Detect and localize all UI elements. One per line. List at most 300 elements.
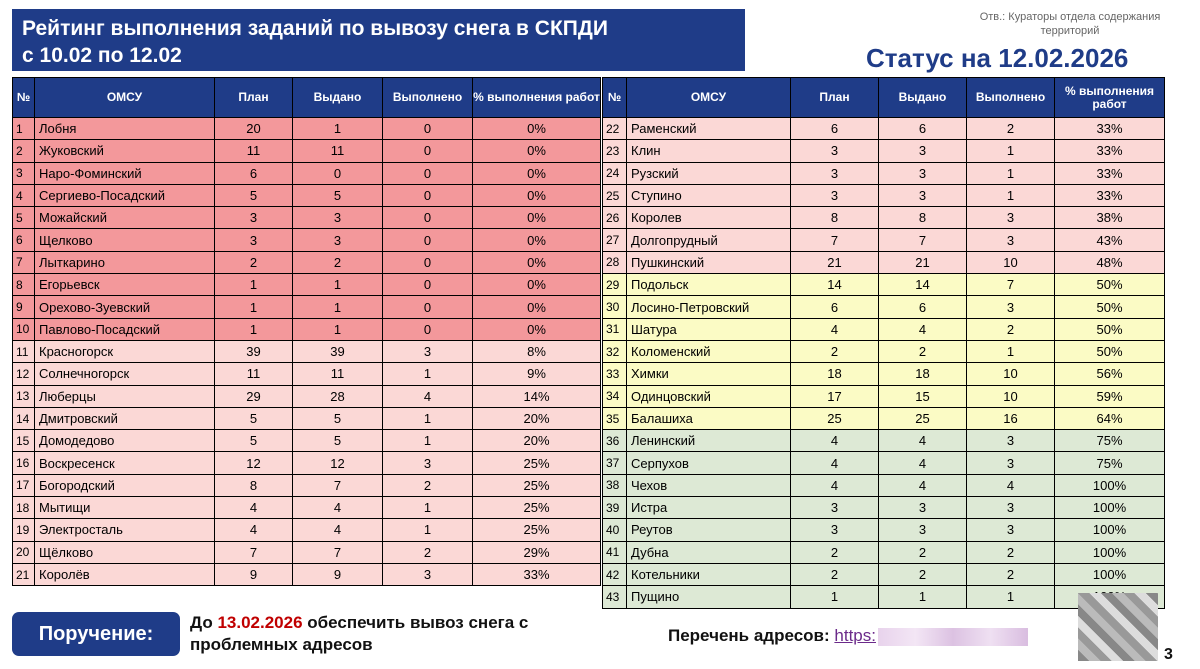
row-number: 28 (603, 251, 627, 273)
percent-value: 50% (1055, 296, 1165, 318)
done-value: 0 (383, 229, 473, 251)
done-value: 1 (383, 363, 473, 385)
row-number: 5 (13, 207, 35, 229)
omsu-name: Щелково (35, 229, 215, 251)
issued-value: 3 (879, 140, 967, 162)
table-row (13, 340, 601, 362)
done-value: 1 (967, 340, 1055, 362)
omsu-name: Орехово-Зуевский (35, 296, 215, 318)
table-row (13, 519, 601, 541)
plan-value: 6 (791, 296, 879, 318)
done-value: 3 (967, 229, 1055, 251)
percent-value: 29% (473, 541, 601, 563)
row-number: 32 (603, 340, 627, 362)
omsu-name: Серпухов (627, 452, 791, 474)
omsu-name: Мытищи (35, 497, 215, 519)
omsu-name: Раменский (627, 118, 791, 140)
done-value: 1 (967, 162, 1055, 184)
done-value: 2 (967, 118, 1055, 140)
blurred-link-text (878, 628, 1028, 646)
table-row (13, 430, 601, 452)
table-row (13, 251, 601, 273)
row-number: 21 (13, 563, 35, 585)
issued-value: 15 (879, 385, 967, 407)
omsu-name: Воскресенск (35, 452, 215, 474)
percent-value: 0% (473, 251, 601, 273)
omsu-name: Коломенский (627, 340, 791, 362)
percent-value: 25% (473, 497, 601, 519)
address-label: Перечень адресов: (668, 626, 835, 645)
address-list (668, 626, 1028, 646)
table-row (603, 162, 1165, 184)
table-row (603, 474, 1165, 496)
row-number: 31 (603, 318, 627, 340)
plan-value: 3 (215, 229, 293, 251)
done-value: 0 (383, 118, 473, 140)
percent-value: 59% (1055, 385, 1165, 407)
plan-value: 2 (791, 541, 879, 563)
col-header-omsu: ОМСУ (35, 78, 215, 118)
omsu-name: Подольск (627, 274, 791, 296)
table-row (603, 452, 1165, 474)
percent-value: 20% (473, 430, 601, 452)
percent-value: 75% (1055, 430, 1165, 452)
omsu-name: Жуковский (35, 140, 215, 162)
percent-value: 100% (1055, 474, 1165, 496)
issued-value: 3 (293, 229, 383, 251)
percent-value: 100% (1055, 497, 1165, 519)
col-header-num: № (603, 78, 627, 118)
row-number: 30 (603, 296, 627, 318)
table-row (603, 140, 1165, 162)
plan-value: 4 (791, 474, 879, 496)
table-row (603, 541, 1165, 563)
percent-value: 0% (473, 207, 601, 229)
done-value: 3 (967, 430, 1055, 452)
plan-value: 5 (215, 430, 293, 452)
percent-value: 100% (1055, 541, 1165, 563)
issued-value: 3 (879, 519, 967, 541)
plan-value: 5 (215, 407, 293, 429)
rating-table-right (602, 77, 1165, 609)
omsu-name: Королев (627, 207, 791, 229)
plan-value: 3 (791, 497, 879, 519)
issued-value: 1 (293, 318, 383, 340)
row-number: 33 (603, 363, 627, 385)
plan-value: 9 (215, 563, 293, 585)
table-row (13, 140, 601, 162)
omsu-name: Электросталь (35, 519, 215, 541)
table-row (13, 296, 601, 318)
table-row (603, 497, 1165, 519)
percent-value: 33% (1055, 162, 1165, 184)
row-number: 16 (13, 452, 35, 474)
done-value: 16 (967, 407, 1055, 429)
omsu-name: Лыткарино (35, 251, 215, 273)
row-number: 10 (13, 318, 35, 340)
order-text (190, 612, 610, 656)
omsu-name: Реутов (627, 519, 791, 541)
percent-value: 0% (473, 274, 601, 296)
table-row (603, 207, 1165, 229)
plan-value: 25 (791, 407, 879, 429)
title-banner (12, 9, 745, 71)
omsu-name: Королёв (35, 563, 215, 585)
row-number: 2 (13, 140, 35, 162)
row-number: 15 (13, 430, 35, 452)
row-number: 12 (13, 363, 35, 385)
plan-value: 4 (791, 452, 879, 474)
percent-value: 100% (1055, 519, 1165, 541)
plan-value: 3 (791, 519, 879, 541)
issued-value: 1 (293, 296, 383, 318)
issued-value: 4 (879, 452, 967, 474)
row-number: 17 (13, 474, 35, 496)
issued-value: 18 (879, 363, 967, 385)
plan-value: 1 (215, 318, 293, 340)
row-number: 37 (603, 452, 627, 474)
done-value: 3 (967, 207, 1055, 229)
row-number: 25 (603, 184, 627, 206)
col-header-issued: Выдано (879, 78, 967, 118)
issued-value: 5 (293, 184, 383, 206)
table-row (603, 340, 1165, 362)
omsu-name: Лобня (35, 118, 215, 140)
done-value: 0 (383, 274, 473, 296)
table-header-row (603, 78, 1165, 118)
percent-value: 100% (1055, 563, 1165, 585)
table-row (603, 407, 1165, 429)
plan-value: 2 (215, 251, 293, 273)
table-row (603, 385, 1165, 407)
omsu-name: Павлово-Посадский (35, 318, 215, 340)
row-number: 9 (13, 296, 35, 318)
issued-value: 2 (879, 541, 967, 563)
done-value: 3 (383, 563, 473, 585)
page-number: 3 (1164, 646, 1173, 663)
percent-value: 25% (473, 452, 601, 474)
percent-value: 38% (1055, 207, 1165, 229)
done-value: 3 (967, 452, 1055, 474)
omsu-name: Рузский (627, 162, 791, 184)
table-row (603, 519, 1165, 541)
col-header-plan: План (791, 78, 879, 118)
omsu-name: Лосино-Петровский (627, 296, 791, 318)
row-number: 6 (13, 229, 35, 251)
omsu-name: Чехов (627, 474, 791, 496)
table-row (603, 318, 1165, 340)
issued-value: 6 (879, 118, 967, 140)
done-value: 2 (967, 541, 1055, 563)
table-row (603, 296, 1165, 318)
responsible-note: Отв.: Кураторы отдела содержания территорий (979, 11, 1161, 37)
percent-value: 56% (1055, 363, 1165, 385)
done-value: 0 (383, 184, 473, 206)
issued-value: 6 (879, 296, 967, 318)
col-header-done: Выполнено (967, 78, 1055, 118)
percent-value: 8% (473, 340, 601, 362)
issued-value: 7 (879, 229, 967, 251)
done-value: 2 (967, 318, 1055, 340)
omsu-name: Красногорск (35, 340, 215, 362)
issued-value: 14 (879, 274, 967, 296)
issued-value: 1 (879, 586, 967, 608)
row-number: 22 (603, 118, 627, 140)
row-number: 43 (603, 586, 627, 608)
done-value: 0 (383, 251, 473, 273)
qr-code-image (1078, 593, 1158, 661)
omsu-name: Наро-Фоминский (35, 162, 215, 184)
omsu-name: Истра (627, 497, 791, 519)
row-number: 35 (603, 407, 627, 429)
plan-value: 6 (791, 118, 879, 140)
issued-value: 3 (879, 497, 967, 519)
row-number: 41 (603, 541, 627, 563)
row-number: 13 (13, 385, 35, 407)
done-value: 1 (383, 519, 473, 541)
done-value: 1 (383, 497, 473, 519)
done-value: 4 (967, 474, 1055, 496)
row-number: 18 (13, 497, 35, 519)
done-value: 10 (967, 363, 1055, 385)
table-row (13, 407, 601, 429)
row-number: 7 (13, 251, 35, 273)
row-number: 38 (603, 474, 627, 496)
plan-value: 3 (791, 162, 879, 184)
done-value: 10 (967, 251, 1055, 273)
issued-value: 4 (879, 318, 967, 340)
done-value: 1 (383, 407, 473, 429)
done-value: 3 (383, 340, 473, 362)
omsu-name: Одинцовский (627, 385, 791, 407)
omsu-name: Егорьевск (35, 274, 215, 296)
row-number: 8 (13, 274, 35, 296)
omsu-name: Котельники (627, 563, 791, 585)
percent-value: 50% (1055, 318, 1165, 340)
table-row (13, 563, 601, 585)
issued-value: 4 (293, 519, 383, 541)
percent-value: 33% (1055, 140, 1165, 162)
done-value: 1 (967, 184, 1055, 206)
done-value: 3 (967, 296, 1055, 318)
done-value: 2 (383, 541, 473, 563)
table-row (13, 229, 601, 251)
order-suffix: обеспечить вывоз снега с проблемных адресов (190, 613, 529, 654)
issued-value: 25 (879, 407, 967, 429)
plan-value: 11 (215, 363, 293, 385)
omsu-name: Пушкинский (627, 251, 791, 273)
percent-value: 50% (1055, 274, 1165, 296)
table-row (13, 274, 601, 296)
row-number: 11 (13, 340, 35, 362)
done-value: 1 (967, 140, 1055, 162)
omsu-name: Клин (627, 140, 791, 162)
table-row (13, 497, 601, 519)
table-row (13, 184, 601, 206)
omsu-name: Богородский (35, 474, 215, 496)
table-row (13, 541, 601, 563)
plan-value: 4 (215, 519, 293, 541)
order-prefix: До (190, 613, 218, 632)
percent-value: 48% (1055, 251, 1165, 273)
table-row (603, 251, 1165, 273)
issued-value: 7 (293, 541, 383, 563)
issued-value: 2 (293, 251, 383, 273)
issued-value: 5 (293, 430, 383, 452)
done-value: 3 (967, 519, 1055, 541)
row-number: 40 (603, 519, 627, 541)
row-number: 20 (13, 541, 35, 563)
done-value: 0 (383, 162, 473, 184)
row-number: 39 (603, 497, 627, 519)
row-number: 27 (603, 229, 627, 251)
issued-value: 4 (879, 474, 967, 496)
percent-value: 33% (1055, 118, 1165, 140)
omsu-name: Дубна (627, 541, 791, 563)
issued-value: 8 (879, 207, 967, 229)
omsu-name: Солнечногорск (35, 363, 215, 385)
plan-value: 4 (791, 430, 879, 452)
percent-value: 33% (1055, 184, 1165, 206)
row-number: 24 (603, 162, 627, 184)
address-link[interactable]: https: (834, 626, 876, 645)
percent-value: 0% (473, 162, 601, 184)
percent-value: 0% (473, 229, 601, 251)
table-row (603, 363, 1165, 385)
issued-value: 1 (293, 118, 383, 140)
percent-value: 0% (473, 296, 601, 318)
table-row (13, 452, 601, 474)
plan-value: 11 (215, 140, 293, 162)
done-value: 4 (383, 385, 473, 407)
percent-value: 0% (473, 184, 601, 206)
omsu-name: Щёлково (35, 541, 215, 563)
col-header-issued: Выдано (293, 78, 383, 118)
plan-value: 1 (791, 586, 879, 608)
issued-value: 2 (879, 563, 967, 585)
col-header-omsu: ОМСУ (627, 78, 791, 118)
table-row (13, 385, 601, 407)
row-number: 19 (13, 519, 35, 541)
plan-value: 17 (791, 385, 879, 407)
table-row (13, 207, 601, 229)
done-value: 1 (967, 586, 1055, 608)
table-row (13, 162, 601, 184)
plan-value: 3 (791, 184, 879, 206)
done-value: 0 (383, 296, 473, 318)
table-row (603, 274, 1165, 296)
title-line-1: Рейтинг выполнения заданий по вывозу снега в СКПДИ (22, 17, 608, 40)
plan-value: 7 (215, 541, 293, 563)
done-value: 2 (967, 563, 1055, 585)
order-label: Поручение: (12, 612, 180, 656)
plan-value: 14 (791, 274, 879, 296)
col-header-plan: План (215, 78, 293, 118)
plan-value: 8 (215, 474, 293, 496)
plan-value: 4 (791, 318, 879, 340)
issued-value: 0 (293, 162, 383, 184)
percent-value: 9% (473, 363, 601, 385)
percent-value: 0% (473, 140, 601, 162)
issued-value: 4 (879, 430, 967, 452)
row-number: 42 (603, 563, 627, 585)
row-number: 3 (13, 162, 35, 184)
plan-value: 2 (791, 340, 879, 362)
plan-value: 4 (215, 497, 293, 519)
col-header-percent: % выполнения работ (473, 78, 601, 118)
row-number: 29 (603, 274, 627, 296)
done-value: 2 (383, 474, 473, 496)
status-date: Статус на 12.02.2026 (866, 43, 1129, 73)
row-number: 36 (603, 430, 627, 452)
issued-value: 11 (293, 363, 383, 385)
table-row (603, 430, 1165, 452)
table-row (603, 184, 1165, 206)
plan-value: 2 (791, 563, 879, 585)
omsu-name: Химки (627, 363, 791, 385)
plan-value: 8 (791, 207, 879, 229)
col-header-percent: % выполнения работ (1055, 78, 1165, 118)
table-row (13, 363, 601, 385)
percent-value: 64% (1055, 407, 1165, 429)
done-value: 0 (383, 207, 473, 229)
row-number: 4 (13, 184, 35, 206)
plan-value: 1 (215, 296, 293, 318)
percent-value: 25% (473, 474, 601, 496)
order-date: 13.02.2026 (217, 613, 303, 632)
omsu-name: Сергиево-Посадский (35, 184, 215, 206)
rating-table-left (12, 77, 601, 586)
done-value: 0 (383, 318, 473, 340)
done-value: 10 (967, 385, 1055, 407)
done-value: 1 (383, 430, 473, 452)
row-number: 23 (603, 140, 627, 162)
table-row (13, 118, 601, 140)
issued-value: 12 (293, 452, 383, 474)
table-row (13, 474, 601, 496)
issued-value: 4 (293, 497, 383, 519)
percent-value: 50% (1055, 340, 1165, 362)
table-row (603, 563, 1165, 585)
row-number: 1 (13, 118, 35, 140)
percent-value: 14% (473, 385, 601, 407)
omsu-name: Шатура (627, 318, 791, 340)
plan-value: 6 (215, 162, 293, 184)
issued-value: 11 (293, 140, 383, 162)
issued-value: 5 (293, 407, 383, 429)
percent-value: 25% (473, 519, 601, 541)
issued-value: 28 (293, 385, 383, 407)
row-number: 34 (603, 385, 627, 407)
percent-value: 43% (1055, 229, 1165, 251)
issued-value: 3 (879, 162, 967, 184)
issued-value: 1 (293, 274, 383, 296)
issued-value: 3 (879, 184, 967, 206)
table-row (603, 118, 1165, 140)
plan-value: 21 (791, 251, 879, 273)
done-value: 3 (383, 452, 473, 474)
issued-value: 21 (879, 251, 967, 273)
table-row (13, 318, 601, 340)
table-row (603, 229, 1165, 251)
issued-value: 2 (879, 340, 967, 362)
omsu-name: Ленинский (627, 430, 791, 452)
percent-value: 0% (473, 318, 601, 340)
omsu-name: Пущино (627, 586, 791, 608)
col-header-done: Выполнено (383, 78, 473, 118)
omsu-name: Можайский (35, 207, 215, 229)
percent-value: 0% (473, 118, 601, 140)
